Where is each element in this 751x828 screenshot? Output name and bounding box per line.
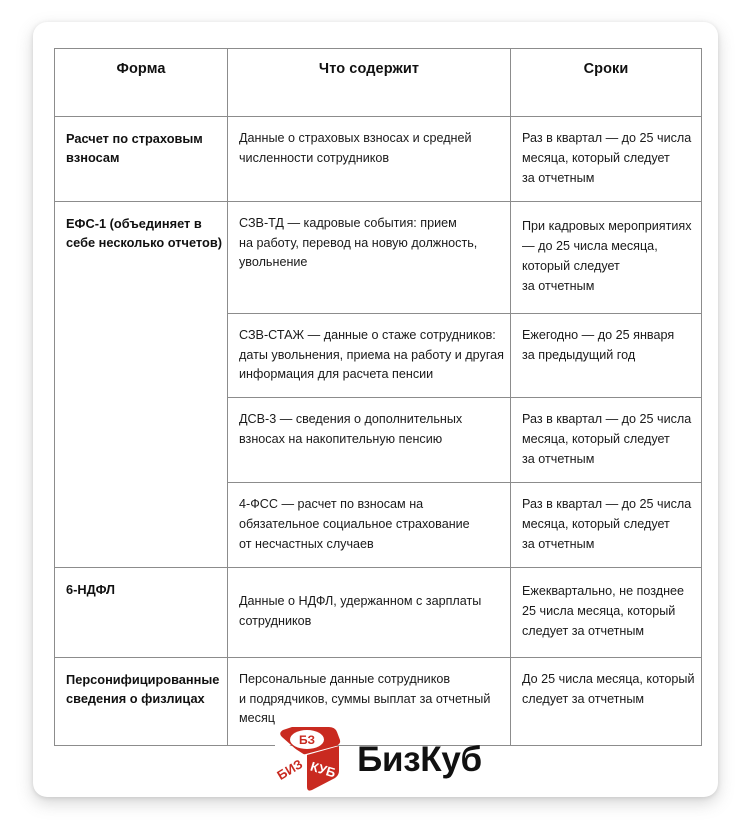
text-line: за отчетным [522, 536, 595, 551]
text-line: взносах на накопительную пенсию [239, 432, 443, 447]
column-header-form: Форма [55, 49, 228, 117]
text-line: и подрядчиков, суммы выплат за отчетный [239, 691, 491, 706]
cell-content-rsv [228, 117, 511, 202]
table-row [55, 201, 702, 313]
text-line: Ежеквартально, не позднее [522, 584, 685, 599]
cell-form-6ndfl [55, 567, 228, 657]
cell-terms-dsv3 [511, 398, 702, 483]
text-line: следует за отчетным [522, 691, 645, 706]
text-line: обязательное социальное страхование [239, 516, 470, 531]
text-line: за предыдущий год [522, 347, 636, 362]
bizkub-cube-icon [269, 724, 345, 794]
text-line: ЕФС-1 (объединяет в [66, 215, 202, 231]
column-header-terms: Сроки [511, 49, 702, 117]
content-card [33, 22, 718, 797]
text-line: Ежегодно — до 25 января [522, 327, 675, 342]
brand-logo [33, 714, 718, 804]
text-line: за отчетным [522, 452, 595, 467]
text-line: 25 числа месяца, который [522, 604, 676, 619]
cell-content-szvstazh [228, 313, 511, 398]
text-line: СЗВ-ТД — кадровые события: прием [239, 215, 457, 230]
cell-terms-rsv [511, 117, 702, 202]
text-line: численности сотрудников [239, 150, 390, 165]
bizkub-wordmark: БизКуб [357, 739, 482, 779]
cell-terms-szvtd [511, 201, 702, 313]
text-line: Персонифицированные [66, 671, 220, 687]
text-line: на работу, перевод на новую должность, [239, 235, 478, 250]
cell-form-rsv [55, 117, 228, 202]
cell-content-4fss [228, 483, 511, 568]
table-header [55, 49, 702, 117]
text-line: месяца, который следует [522, 516, 670, 531]
table-row [55, 117, 702, 202]
text-line: от несчастных случаев [239, 536, 374, 551]
cell-content-6ndfl [228, 567, 511, 657]
text-line: 6-НДФЛ [66, 581, 115, 597]
text-line: Раз в квартал — до 25 числа [522, 497, 692, 512]
table-body [55, 117, 702, 746]
text-line: — до 25 числа месяца, [522, 239, 658, 254]
text-line: Раз в квартал — до 25 числа [522, 412, 692, 427]
report-table-container [54, 48, 701, 746]
cell-terms-4fss [511, 483, 702, 568]
cell-content-dsv3 [228, 398, 511, 483]
text-line: взносам [66, 150, 120, 166]
text-line: за отчетным [522, 170, 595, 185]
text-line: увольнение [239, 255, 308, 270]
text-line: месяца, который следует [522, 150, 670, 165]
text-line: СЗВ-СТАЖ — данные о стаже сотрудников: [239, 327, 496, 342]
text-line: Данные о страховых взносах и средней [239, 131, 472, 145]
column-header-content: Что содержит [228, 49, 511, 117]
cell-terms-6ndfl [511, 567, 702, 657]
text-line: Персональные данные сотрудников [239, 671, 451, 686]
cell-form-efs1 [55, 201, 228, 567]
text-line: Расчет по страховым [66, 131, 203, 146]
text-line: При кадровых мероприятиях [522, 219, 692, 234]
text-line: Данные о НДФЛ, удержанном с зарплаты [239, 594, 482, 609]
table-row [55, 567, 702, 657]
cube-left-label: БИЗ [274, 756, 306, 783]
employer-reporting-table [54, 48, 702, 746]
header-row [55, 49, 702, 117]
text-line: До 25 числа месяца, который [522, 671, 695, 686]
text-line: себе несколько отчетов) [66, 234, 222, 250]
text-line: Раз в квартал — до 25 числа [522, 131, 692, 145]
text-line: следует за отчетным [522, 624, 645, 639]
text-line: за отчетным [522, 279, 595, 294]
cube-right-label: КУБ [308, 758, 338, 781]
text-line: 4-ФСС — расчет по взносам на [239, 497, 424, 512]
text-line: информация для расчета пенсии [239, 367, 434, 382]
cube-top-label: БЗ [299, 733, 316, 747]
text-line: сотрудников [239, 614, 312, 629]
text-line: месяца, который следует [522, 432, 670, 447]
cell-content-szvtd [228, 201, 511, 313]
cell-terms-szvstazh [511, 313, 702, 398]
text-line: сведения о физлицах [66, 690, 205, 706]
text-line: ДСВ-3 — сведения о дополнительных [239, 412, 463, 427]
text-line: месяц [239, 711, 275, 726]
text-line: который следует [522, 259, 620, 274]
text-line: даты увольнения, приема на работу и другая [239, 347, 504, 362]
